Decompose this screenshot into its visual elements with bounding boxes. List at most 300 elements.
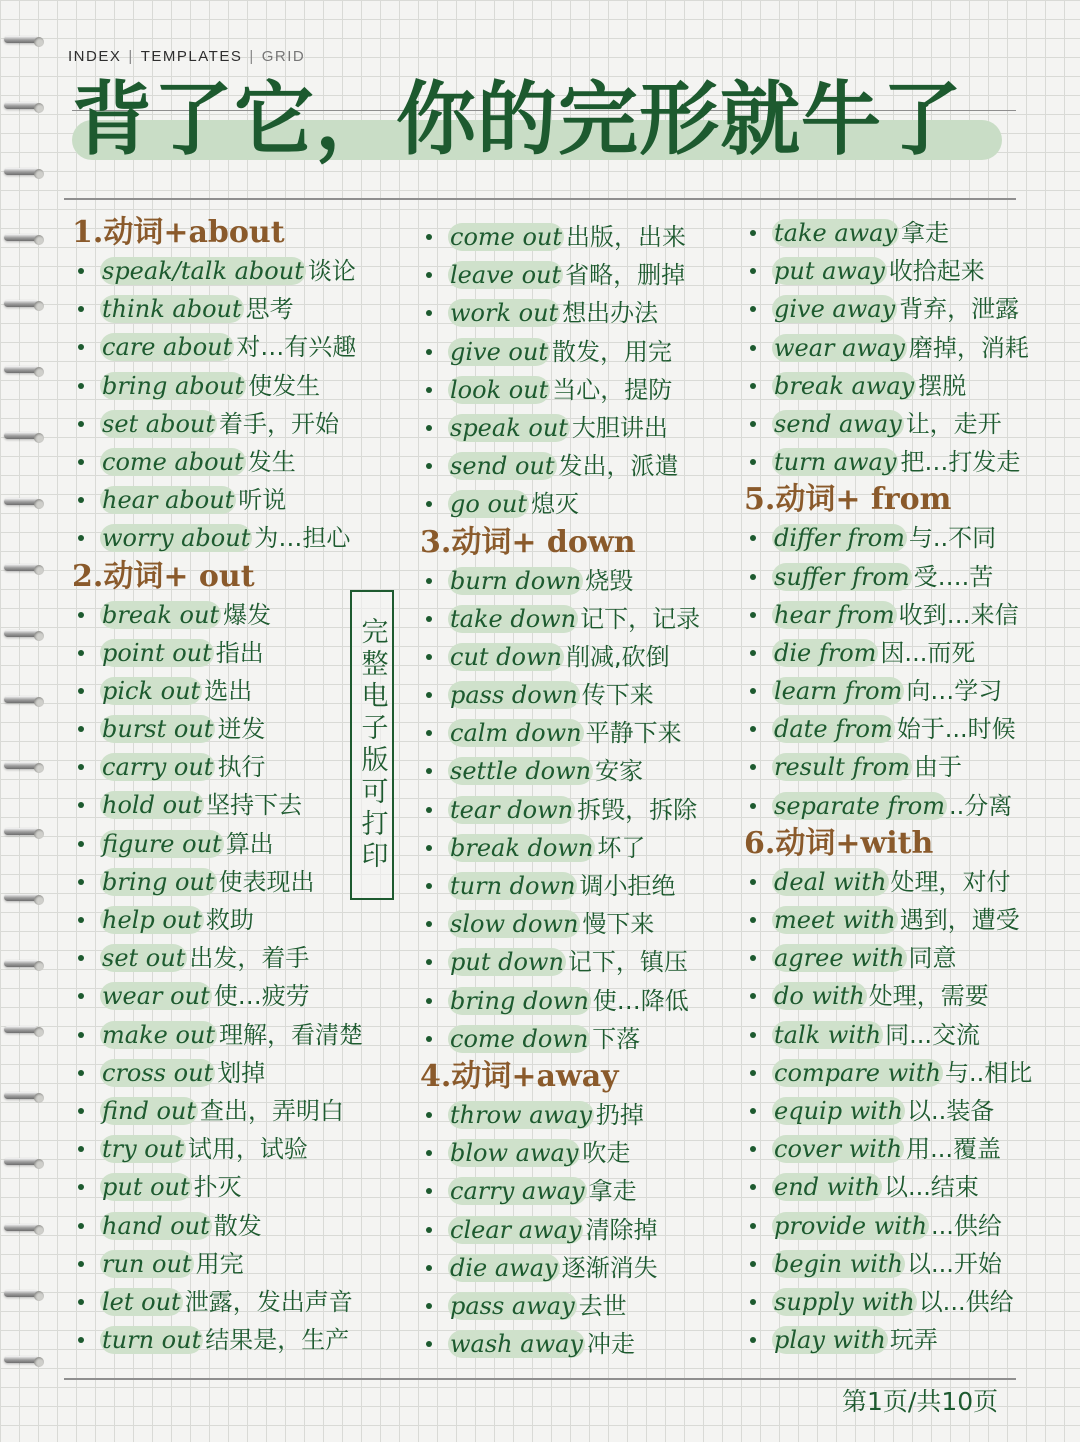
phrase-item bbox=[420, 1211, 740, 1249]
bullet-icon bbox=[426, 1112, 432, 1118]
phrase-item bbox=[72, 252, 412, 290]
phrase-chinese: 削减,砍倒 bbox=[565, 642, 670, 671]
phrase-item bbox=[72, 1016, 412, 1054]
phrase-chinese: 结果是，生产 bbox=[205, 1326, 350, 1355]
phrase-chinese: 由于 bbox=[913, 753, 962, 782]
phrase-chinese: 查出，弄明白 bbox=[200, 1096, 345, 1125]
bullet-icon bbox=[750, 1299, 756, 1305]
phrase-english: work out bbox=[450, 299, 559, 328]
phrase-chinese: 记下，镇压 bbox=[567, 948, 688, 977]
phrase-item bbox=[420, 333, 740, 371]
phrase-item bbox=[72, 1207, 412, 1245]
phrase-item bbox=[744, 1283, 1064, 1321]
phrase-english: result from bbox=[774, 753, 910, 782]
phrase-english: wear away bbox=[774, 333, 905, 362]
phrase-chinese: 散发，用完 bbox=[551, 337, 672, 366]
phrase-english: end with bbox=[774, 1173, 880, 1202]
phrase-english: deal with bbox=[774, 867, 887, 896]
phrase-chinese: 省略，删掉 bbox=[565, 261, 686, 290]
phrase-item bbox=[744, 596, 1064, 634]
phrase-chinese: ...供给 bbox=[931, 1211, 1002, 1240]
phrase-chinese: 出版，出来 bbox=[566, 223, 687, 251]
phrase-item bbox=[744, 290, 1064, 328]
bullet-icon bbox=[750, 1108, 756, 1114]
phrase-english: burn down bbox=[450, 566, 582, 595]
bullet-icon bbox=[426, 807, 432, 813]
phrase-english: clear away bbox=[450, 1215, 582, 1244]
header-divider bbox=[64, 198, 1016, 200]
phrase-item bbox=[420, 1134, 740, 1172]
phrase-english: put out bbox=[102, 1173, 190, 1202]
phrase-english: learn from bbox=[774, 677, 903, 706]
bullet-icon bbox=[750, 230, 756, 236]
bullet-icon bbox=[750, 879, 756, 885]
phrase-english: think about bbox=[102, 295, 242, 324]
bullet-icon bbox=[78, 1261, 84, 1267]
phrase-item bbox=[744, 901, 1064, 939]
phrase-english: talk with bbox=[774, 1020, 882, 1049]
phrase-english: meet with bbox=[774, 906, 896, 934]
phrase-item bbox=[420, 409, 740, 447]
phrase-item bbox=[744, 672, 1064, 710]
phrase-chinese: 出发，着手 bbox=[189, 944, 310, 973]
bullet-icon bbox=[426, 654, 432, 660]
phrase-english: give out bbox=[450, 337, 548, 366]
phrase-chinese: 处理，对付 bbox=[890, 867, 1011, 896]
binder-ring-icon bbox=[4, 294, 44, 316]
phrase-chinese: 为…担心 bbox=[254, 524, 351, 553]
bullet-icon bbox=[426, 425, 432, 431]
phrase-english: break out bbox=[102, 600, 220, 629]
phrase-chinese: 记下，记录 bbox=[580, 604, 701, 633]
bullet-icon bbox=[78, 421, 84, 427]
bullet-icon bbox=[78, 1146, 84, 1152]
page-number: 第1页/共10页 bbox=[842, 1387, 999, 1416]
bullet-icon bbox=[426, 959, 432, 965]
column-2 bbox=[420, 218, 740, 1363]
binder-ring-icon bbox=[4, 822, 44, 844]
phrase-item bbox=[744, 939, 1064, 977]
phrase-english: cut down bbox=[450, 642, 562, 671]
phrase-item bbox=[72, 1283, 412, 1321]
phrase-english: play with bbox=[774, 1326, 886, 1355]
phrase-english: care about bbox=[102, 333, 233, 362]
phrase-chinese: 遇到，遭受 bbox=[899, 906, 1020, 934]
bullet-icon bbox=[426, 310, 432, 316]
binder-ring-icon bbox=[4, 360, 44, 382]
binder-ring-icon bbox=[4, 1020, 44, 1042]
bullet-icon bbox=[426, 1188, 432, 1194]
phrase-english: make out bbox=[102, 1020, 215, 1049]
bullet-icon bbox=[78, 612, 84, 618]
bullet-icon bbox=[78, 802, 84, 808]
phrase-chinese: 收到…来信 bbox=[898, 600, 1019, 629]
bullet-icon bbox=[750, 459, 756, 465]
phrase-english: break away bbox=[774, 371, 915, 400]
bullet-icon bbox=[750, 612, 756, 618]
phrase-chinese: 始于...时候 bbox=[896, 715, 1016, 744]
phrase-chinese: 磨掉，消耗 bbox=[908, 333, 1029, 362]
phrase-chinese: 以...供给 bbox=[918, 1287, 1014, 1316]
phrase-item bbox=[420, 1325, 740, 1363]
phrase-item bbox=[744, 787, 1064, 825]
phrase-chinese: 因...而死 bbox=[880, 638, 976, 667]
phrase-chinese: 吹走 bbox=[582, 1139, 631, 1168]
phrase-english: worry about bbox=[102, 524, 251, 553]
bullet-icon bbox=[78, 1108, 84, 1114]
phrase-item bbox=[420, 562, 740, 600]
phrase-item bbox=[420, 485, 740, 523]
phrase-english: send away bbox=[774, 409, 902, 438]
bullet-icon bbox=[750, 535, 756, 541]
bullet-icon bbox=[426, 1150, 432, 1156]
phrase-item bbox=[72, 481, 412, 519]
binder-ring-icon bbox=[4, 1218, 44, 1240]
phrase-chinese: 收拾起来 bbox=[888, 257, 985, 286]
bullet-icon bbox=[750, 1070, 756, 1076]
bullet-icon bbox=[426, 1341, 432, 1347]
phrase-english: put away bbox=[774, 257, 885, 286]
phrase-item bbox=[744, 1092, 1064, 1130]
phrase-chinese: 当心，提防 bbox=[552, 375, 673, 404]
phrase-chinese: 谈论 bbox=[307, 257, 356, 285]
phrase-english: set about bbox=[102, 409, 216, 438]
phrase-english: pick out bbox=[102, 676, 201, 705]
binder-ring-icon bbox=[4, 96, 44, 118]
bullet-icon bbox=[78, 268, 84, 274]
phrase-item bbox=[744, 634, 1064, 672]
phrase-english: slow down bbox=[450, 910, 579, 939]
bullet-icon bbox=[750, 421, 756, 427]
bullet-icon bbox=[750, 1261, 756, 1267]
phrase-chinese: 平静下来 bbox=[585, 719, 682, 748]
binder-ring-icon bbox=[4, 162, 44, 184]
phrase-chinese: 以...开始 bbox=[907, 1249, 1002, 1278]
phrase-item bbox=[72, 1168, 412, 1206]
phrase-item bbox=[744, 367, 1064, 405]
bullet-icon bbox=[78, 1184, 84, 1190]
phrase-english: leave out bbox=[450, 261, 562, 290]
phrase-item bbox=[420, 714, 740, 752]
phrase-item bbox=[420, 447, 740, 485]
phrase-item bbox=[420, 867, 740, 905]
phrase-english: do with bbox=[774, 982, 865, 1011]
binder-ring-icon bbox=[4, 756, 44, 778]
phrase-item bbox=[744, 558, 1064, 596]
phrase-english: suffer from bbox=[774, 562, 910, 591]
section-heading: 4.动词+away bbox=[420, 1058, 619, 1094]
phrase-chinese: 对…有兴趣 bbox=[236, 333, 357, 362]
phrase-chinese: 选出 bbox=[204, 676, 253, 705]
section-heading: 3.动词+ down bbox=[420, 524, 636, 560]
phrase-chinese: 逐渐消失 bbox=[561, 1253, 658, 1282]
phrase-chinese: 向…学习 bbox=[906, 677, 1003, 706]
phrase-item bbox=[420, 638, 740, 676]
bullet-icon bbox=[426, 768, 432, 774]
phrase-english: figure out bbox=[102, 829, 222, 858]
phrase-item bbox=[744, 405, 1064, 443]
phrase-chinese: 坏了 bbox=[597, 833, 646, 862]
phrase-english: cross out bbox=[102, 1058, 214, 1087]
phrase-item bbox=[744, 977, 1064, 1015]
phrase-english: compare with bbox=[774, 1058, 941, 1087]
phrase-english: hand out bbox=[102, 1211, 210, 1240]
bullet-icon bbox=[426, 730, 432, 736]
bullet-icon bbox=[426, 578, 432, 584]
phrase-chinese: 扔掉 bbox=[595, 1100, 644, 1129]
phrase-item bbox=[420, 943, 740, 981]
phrase-english: give away bbox=[774, 295, 896, 324]
phrase-english: run out bbox=[102, 1249, 192, 1278]
phrase-item bbox=[72, 1054, 412, 1092]
section-heading: 5.动词+ from bbox=[744, 482, 952, 518]
phrase-english: put down bbox=[450, 948, 564, 977]
phrase-english: point out bbox=[102, 638, 212, 667]
phrase-item bbox=[744, 1054, 1064, 1092]
phrase-item bbox=[420, 752, 740, 790]
bullet-icon bbox=[78, 1299, 84, 1305]
phrase-item bbox=[72, 405, 412, 443]
phrase-item bbox=[744, 1321, 1064, 1359]
phrase-item bbox=[420, 905, 740, 943]
bullet-icon bbox=[750, 688, 756, 694]
phrase-chinese: 以..装备 bbox=[907, 1096, 995, 1125]
phrase-item bbox=[72, 328, 412, 366]
bullet-icon bbox=[750, 955, 756, 961]
phrase-chinese: 使…降低 bbox=[592, 986, 689, 1015]
phrase-chinese: 发出，派遣 bbox=[558, 452, 679, 481]
phrase-chinese: 烧毁 bbox=[585, 566, 634, 595]
phrase-english: blow away bbox=[450, 1139, 579, 1168]
phrase-chinese: 思考 bbox=[245, 295, 294, 324]
phrase-chinese: 使表现出 bbox=[218, 867, 315, 896]
phrase-english: bring about bbox=[102, 371, 245, 400]
phrase-item bbox=[420, 294, 740, 332]
phrase-item bbox=[420, 1249, 740, 1287]
bullet-icon bbox=[78, 535, 84, 541]
phrase-chinese: 处理，需要 bbox=[868, 982, 989, 1011]
section-heading: 2.动词+ out bbox=[72, 558, 255, 594]
phrase-item bbox=[744, 214, 1064, 252]
phrase-chinese: 让，走开 bbox=[905, 409, 1002, 438]
bullet-icon bbox=[78, 993, 84, 999]
phrase-chinese: 着手，开始 bbox=[219, 409, 340, 438]
binder-ring-icon bbox=[4, 228, 44, 250]
binder-rings bbox=[0, 30, 48, 1420]
phrase-chinese: 背弃，泄露 bbox=[899, 295, 1020, 324]
phrase-chinese: ..分离 bbox=[949, 791, 1013, 820]
bullet-icon bbox=[426, 845, 432, 851]
bullet-icon bbox=[750, 650, 756, 656]
phrase-item bbox=[744, 710, 1064, 748]
phrase-item bbox=[72, 1092, 412, 1130]
bullet-icon bbox=[426, 1265, 432, 1271]
binder-ring-icon bbox=[4, 492, 44, 514]
phrase-english: pass down bbox=[450, 681, 578, 710]
phrase-chinese: 受….苦 bbox=[913, 562, 994, 591]
phrase-english: wash away bbox=[450, 1330, 583, 1359]
phrase-chinese: 冲走 bbox=[586, 1330, 635, 1359]
phrase-chinese: 玩弄 bbox=[889, 1326, 938, 1355]
bullet-icon bbox=[426, 883, 432, 889]
phrase-english: burst out bbox=[102, 715, 214, 744]
phrase-chinese: 扑灭 bbox=[193, 1173, 242, 1202]
phrase-item bbox=[420, 256, 740, 294]
phrase-item bbox=[744, 252, 1064, 290]
phrase-item bbox=[744, 1207, 1064, 1245]
phrase-chinese: 与..不同 bbox=[908, 524, 997, 553]
bullet-icon bbox=[426, 998, 432, 1004]
phrase-item bbox=[420, 218, 740, 256]
phrase-chinese: 听说 bbox=[238, 486, 287, 515]
print-version-text: 完整电子版可打印 bbox=[356, 617, 388, 873]
phrase-chinese: 想出办法 bbox=[562, 299, 659, 328]
phrase-english: throw away bbox=[450, 1100, 592, 1129]
phrase-english: tear down bbox=[450, 795, 574, 824]
phrase-chinese: 使发生 bbox=[248, 371, 321, 400]
phrase-english: provide with bbox=[774, 1211, 928, 1240]
phrase-chinese: 用完 bbox=[195, 1249, 244, 1278]
phrase-english: break down bbox=[450, 833, 594, 862]
phrase-item bbox=[744, 1130, 1064, 1168]
phrase-english: hear about bbox=[102, 486, 235, 515]
phrase-item bbox=[420, 1287, 740, 1325]
phrase-chinese: 指出 bbox=[215, 638, 264, 667]
phrase-chinese: 散发 bbox=[213, 1211, 262, 1240]
binder-ring-icon bbox=[4, 624, 44, 646]
phrase-chinese: 安家 bbox=[595, 757, 644, 786]
bullet-icon bbox=[426, 1227, 432, 1233]
phrase-english: set out bbox=[102, 944, 186, 973]
column-3 bbox=[744, 214, 1064, 1359]
phrase-english: let out bbox=[102, 1287, 181, 1316]
binder-ring-icon bbox=[4, 1350, 44, 1372]
bullet-icon bbox=[426, 616, 432, 622]
bullet-icon bbox=[426, 349, 432, 355]
bullet-icon bbox=[78, 1223, 84, 1229]
phrase-item bbox=[420, 371, 740, 409]
nav-item-templates[interactable]: TEMPLATES bbox=[140, 48, 243, 65]
phrase-chinese: 与..相比 bbox=[944, 1058, 1033, 1087]
nav-item-index[interactable]: INDEX bbox=[68, 48, 122, 65]
binder-ring-icon bbox=[4, 558, 44, 580]
phrase-chinese: 把…打发走 bbox=[900, 448, 1021, 477]
phrase-chinese: 理解，看清楚 bbox=[219, 1020, 363, 1049]
bullet-icon bbox=[750, 726, 756, 732]
phrase-item bbox=[72, 1130, 412, 1168]
bullet-icon bbox=[78, 383, 84, 389]
phrase-english: try out bbox=[102, 1135, 184, 1164]
bullet-icon bbox=[78, 459, 84, 465]
binder-ring-icon bbox=[4, 426, 44, 448]
phrase-english: take down bbox=[450, 604, 577, 633]
phrase-english: send out bbox=[450, 452, 555, 481]
phrase-english: cover with bbox=[774, 1135, 903, 1164]
phrase-english: carry out bbox=[102, 753, 214, 782]
bullet-icon bbox=[426, 272, 432, 278]
phrase-item bbox=[420, 829, 740, 867]
bullet-icon bbox=[750, 345, 756, 351]
bullet-icon bbox=[426, 234, 432, 240]
bullet-icon bbox=[750, 764, 756, 770]
binder-ring-icon bbox=[4, 954, 44, 976]
phrase-chinese: 迸发 bbox=[217, 715, 266, 744]
bullet-icon bbox=[78, 306, 84, 312]
phrase-item bbox=[420, 600, 740, 638]
phrase-english: calm down bbox=[450, 719, 582, 748]
bullet-icon bbox=[750, 306, 756, 312]
bullet-icon bbox=[78, 841, 84, 847]
phrase-chinese: 发生 bbox=[247, 447, 296, 476]
phrase-english: equip with bbox=[774, 1096, 904, 1125]
phrase-english: wear out bbox=[102, 982, 210, 1011]
phrase-item bbox=[744, 1245, 1064, 1283]
phrase-chinese: 大胆讲出 bbox=[571, 413, 668, 442]
phrase-item bbox=[420, 676, 740, 714]
phrase-english: die from bbox=[774, 638, 877, 667]
phrase-chinese: 清除掉 bbox=[585, 1215, 658, 1244]
phrase-chinese: 慢下来 bbox=[582, 910, 655, 939]
phrase-item bbox=[420, 1172, 740, 1210]
phrase-item bbox=[744, 329, 1064, 367]
phrase-item bbox=[72, 367, 412, 405]
phrase-chinese: 下落 bbox=[592, 1024, 641, 1053]
bullet-icon bbox=[426, 463, 432, 469]
phrase-chinese: 算出 bbox=[225, 829, 274, 858]
phrase-english: find out bbox=[102, 1096, 197, 1125]
phrase-english: bring out bbox=[102, 867, 215, 896]
bullet-icon bbox=[78, 1337, 84, 1343]
phrase-chinese: 坚持下去 bbox=[206, 791, 303, 820]
bullet-icon bbox=[78, 917, 84, 923]
phrase-item bbox=[744, 519, 1064, 557]
bullet-icon bbox=[78, 688, 84, 694]
phrase-english: take away bbox=[774, 219, 898, 247]
nav-item-grid[interactable]: GRID bbox=[261, 48, 306, 65]
phrase-chinese: 以...结束 bbox=[883, 1173, 979, 1202]
phrase-chinese: 执行 bbox=[217, 753, 266, 782]
phrase-item bbox=[744, 863, 1064, 901]
bullet-icon bbox=[750, 574, 756, 580]
phrase-english: come down bbox=[450, 1024, 589, 1053]
phrase-item bbox=[744, 748, 1064, 786]
phrase-item bbox=[72, 939, 412, 977]
phrase-chinese: 划掉 bbox=[217, 1058, 266, 1087]
bullet-icon bbox=[78, 650, 84, 656]
bullet-icon bbox=[750, 1032, 756, 1038]
phrase-chinese: 调小拒绝 bbox=[579, 872, 676, 900]
phrase-english: begin with bbox=[774, 1249, 904, 1278]
phrase-english: turn away bbox=[774, 448, 897, 477]
bullet-icon bbox=[78, 726, 84, 732]
phrase-english: go out bbox=[450, 490, 527, 519]
bullet-icon bbox=[750, 1223, 756, 1229]
bullet-icon bbox=[78, 879, 84, 885]
phrase-chinese: 同意 bbox=[908, 944, 957, 973]
phrase-english: settle down bbox=[450, 757, 592, 786]
phrase-chinese: 用...覆盖 bbox=[906, 1135, 1001, 1164]
bullet-icon bbox=[426, 501, 432, 507]
bullet-icon bbox=[750, 917, 756, 923]
bullet-icon bbox=[78, 344, 84, 350]
binder-ring-icon bbox=[4, 1284, 44, 1306]
bullet-icon bbox=[750, 1337, 756, 1343]
bullet-icon bbox=[78, 955, 84, 961]
phrase-english: differ from bbox=[774, 524, 905, 553]
phrase-english: help out bbox=[102, 906, 202, 934]
phrase-english: hold out bbox=[102, 791, 203, 820]
phrase-chinese: 拆毁，拆除 bbox=[577, 795, 698, 824]
